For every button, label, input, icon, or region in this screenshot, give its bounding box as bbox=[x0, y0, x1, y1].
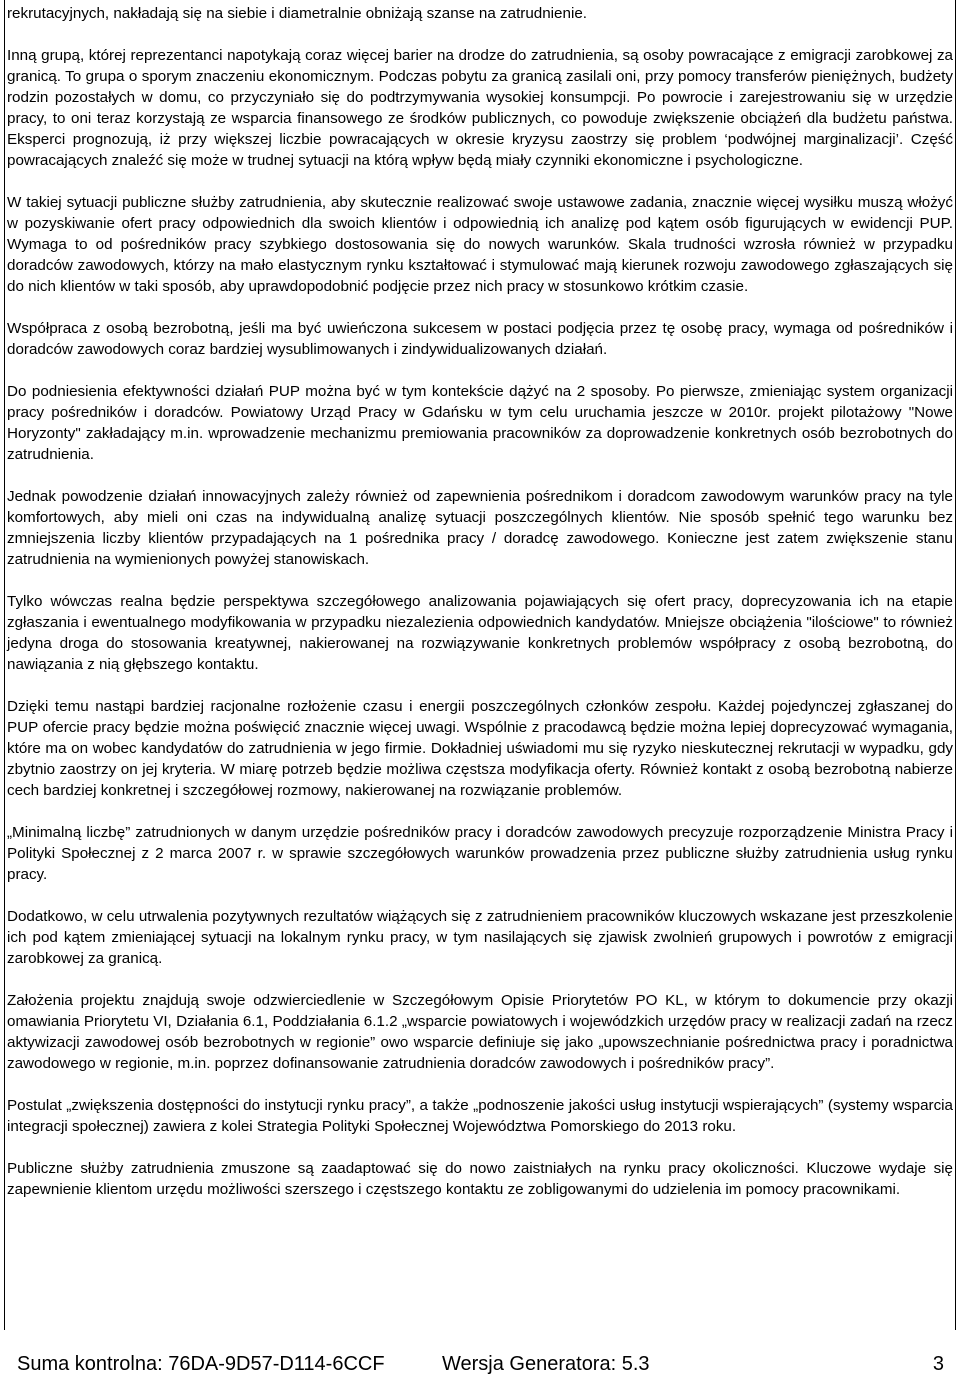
paragraph: Inną grupą, której reprezentanci napotykają coraz więcej barier na drodze do zatrudnienia, są osoby powracające z emigracji zarobkowej za granicą. To grupa o sporym znaczeniu ekonomicznym. Podczas pobytu za granicą zasilali oni, przy pomocy transferów pieniężnych, budżety rodzin pozostałych w domu, co przyczyniało się do podtrzymywania wysokiej konsumpcji. Po powrocie i zarejestrowaniu się w urzędzie pracy, to oni teraz korzystają ze wsparcia finansowego ze środków publicznych, co powoduje zwiększenie obciążeń dla budżetu państwa. Eksperci prognozują, iż przy większej liczbie powracających w okresie kryzysu zaostrzy się problem ‘podwójnej marginalizacji’. Część powracających znaleźć się może w trudnej sytuacji na którą wpływ będą miały czynniki ekonomiczne i psychologiczne. bbox=[7, 47, 953, 169]
paragraph: rekrutacyjnych, nakładają się na siebie i diametralnie obniżają szanse na zatrudnienie. bbox=[7, 5, 587, 22]
paragraph: Współpraca z osobą bezrobotną, jeśli ma być uwieńczona sukcesem w postaci podjęcia przez tę osobę pracy, wymaga od pośredników i doradców zawodowych coraz bardziej wysublimowanych i zindywidualizowanych działań. bbox=[7, 320, 953, 358]
paragraph: Do podniesienia efektywności działań PUP można być w tym kontekście dążyć na 2 sposoby. Po pierwsze, zmieniając system organizacji pracy pośredników i doradców. Powiatowy Urząd Pracy w Gdańsku w tym celu uruchamia jeszcze w 2010r. projekt pilotażowy "Nowe Horyzonty" zakładający m.in. wprowadzenie mechanizmu premiowania pracowników za doprowadzenie konkretnych osób bezrobotnych do zatrudnienia. bbox=[7, 383, 953, 463]
paragraph: „Minimalną liczbę” zatrudnionych w danym urzędzie pośredników pracy i doradców zawodowych precyzuje rozporządzenie Ministra Pracy i Polityki Społecznej z 2 marca 2007 r. w sprawie szczegółowych warunków prowadzenia przez publiczne służby zatrudnienia usług rynku pracy. bbox=[7, 824, 953, 883]
paragraph: Dzięki temu nastąpi bardziej racjonalne rozłożenie czasu i energii poszczególnych członków zespołu. Każdej pojedynczej zgłaszanej do PUP ofercie pracy będzie można poświęcić znacznie więcej uwagi. Wspólnie z pracodawcą będzie można lepiej doprecyzować wymagania, które ma on wobec kandydatów do zatrudnienia w jego firmie. Dokładniej uświadomi mu się ryzyko nieskutecznej rekrutacji w wypadku, gdy zbytnio zaostrzy on jej kryteria. W miarę potrzeb będzie możliwa częstsza modyfikacja oferty. Również kontakt z osobą bezrobotną nabierze cech bardziej konkretnej i szczegółowej rozmowy, nakierowanej na rozwiązanie problemów. bbox=[7, 698, 953, 799]
generator-version-label: Wersja Generatora: 5.3 bbox=[442, 1353, 650, 1375]
paragraph: Tylko wówczas realna będzie perspektywa szczegółowego analizowania pojawiających się ofert pracy, doprecyzowania ich na etapie zgłaszania i ewentualnego modyfikowania w przypadku niezalezienia odpowiednich kandydatów. Mniejsze obciążenia "ilościowe" to również jedyna droga do stosowania kreatywnej, nakierowanej na rozwiązywanie konkretnych problemów współpracy z osobą bezrobotną, do nawiązania z nią głębszego kontaktu. bbox=[7, 593, 953, 673]
page-number: 3 bbox=[932, 1353, 944, 1375]
paragraph: Postulat „zwiększenia dostępności do instytucji rynku pracy”, a także „podnoszenie jakości usług instytucji wspierających” (systemy wsparcia integracji społecznej) zawiera z kolei Strategia Polityki Społecznej Województwa Pomorskiego do 2013 roku. bbox=[7, 1097, 953, 1135]
paragraph: Publiczne służby zatrudnienia zmuszone są zaadaptować się do nowo zaistniałych na rynku pracy okoliczności. Kluczowe wydaje się zapewnienie klientom urzędu możliwości szerszego i częstszego kontaktu ze zobligowanymi do udzielenia im pomocy pracownikami. bbox=[7, 1160, 953, 1198]
page-border-right bbox=[955, 0, 956, 1330]
paragraph: Dodatkowo, w celu utrwalenia pozytywnych rezultatów wiążących się z zatrudnieniem pracowników kluczowych wskazane jest przeszkolenie ich pod kątem zmieniającej sytuacji na lokalnym rynku pracy, w tym nasilających się zjawisk zwolnień grupowych i powrotów z emigracji zarobkowej za granicą. bbox=[7, 908, 953, 967]
paragraph: W takiej sytuacji publiczne służby zatrudnienia, aby skutecznie realizować swoje ustawowe zadania, znacznie więcej wysiłku muszą włożyć w pozyskiwanie ofert pracy odpowiednich dla swoich klientów i odpowiednią ich analizę pod kątem osób figurujących w ewidencji PUP. Wymaga to od pośredników pracy szybkiego dostosowania się do nowych warunków. Skala trudności wzrosła również w przypadku doradców zawodowych, którzy na mało elastycznym rynku kształtować i stymulować mają kierunek rozwoju zawodowego zgłaszających się do nich klientów w taki sposób, aby uprawdopodobnić podjęcie przez nich pracy w stosunkowo krótkim czasie. bbox=[7, 194, 953, 295]
document-body bbox=[7, 3, 953, 1221]
page-border-left bbox=[4, 0, 5, 1330]
page-footer bbox=[17, 1352, 944, 1376]
paragraph: Jednak powodzenie działań innowacyjnych zależy również od zapewnienia pośrednikom i doradcom zawodowym warunków pracy na tyle komfortowych, aby mieli oni czas na indywidualną analizę sytuacji poszczególnych klientów. Nie sposób spełnić tego warunku bez zmniejszenia liczby klientów przypadających na 1 pośrednika pracy / doradcę zawodowego. Konieczne jest zatem zwiększenie stanu zatrudnienia na wymienionych powyżej stanowiskach. bbox=[7, 488, 953, 568]
checksum-label: Suma kontrolna: 76DA-9D57-D114-6CCF bbox=[17, 1353, 385, 1375]
paragraph: Założenia projektu znajdują swoje odzwierciedlenie w Szczegółowym Opisie Priorytetów PO KL, w którym to dokumencie przy okazji omawiania Priorytetu VI, Działania 6.1, Poddziałania 6.1.2 „wsparcie powiatowych i wojewódzkich urzędów pracy w realizacji zadań na rzecz aktywizacji zawodowej osób bezrobotnych w regionie” owo wsparcie definiuje się jako „upowszechnianie pośrednictwa pracy i poradnictwa zawodowego w regionie, m.in. poprzez dofinansowanie zatrudnienia doradców zawodowych i pośredników pracy”. bbox=[7, 992, 953, 1072]
